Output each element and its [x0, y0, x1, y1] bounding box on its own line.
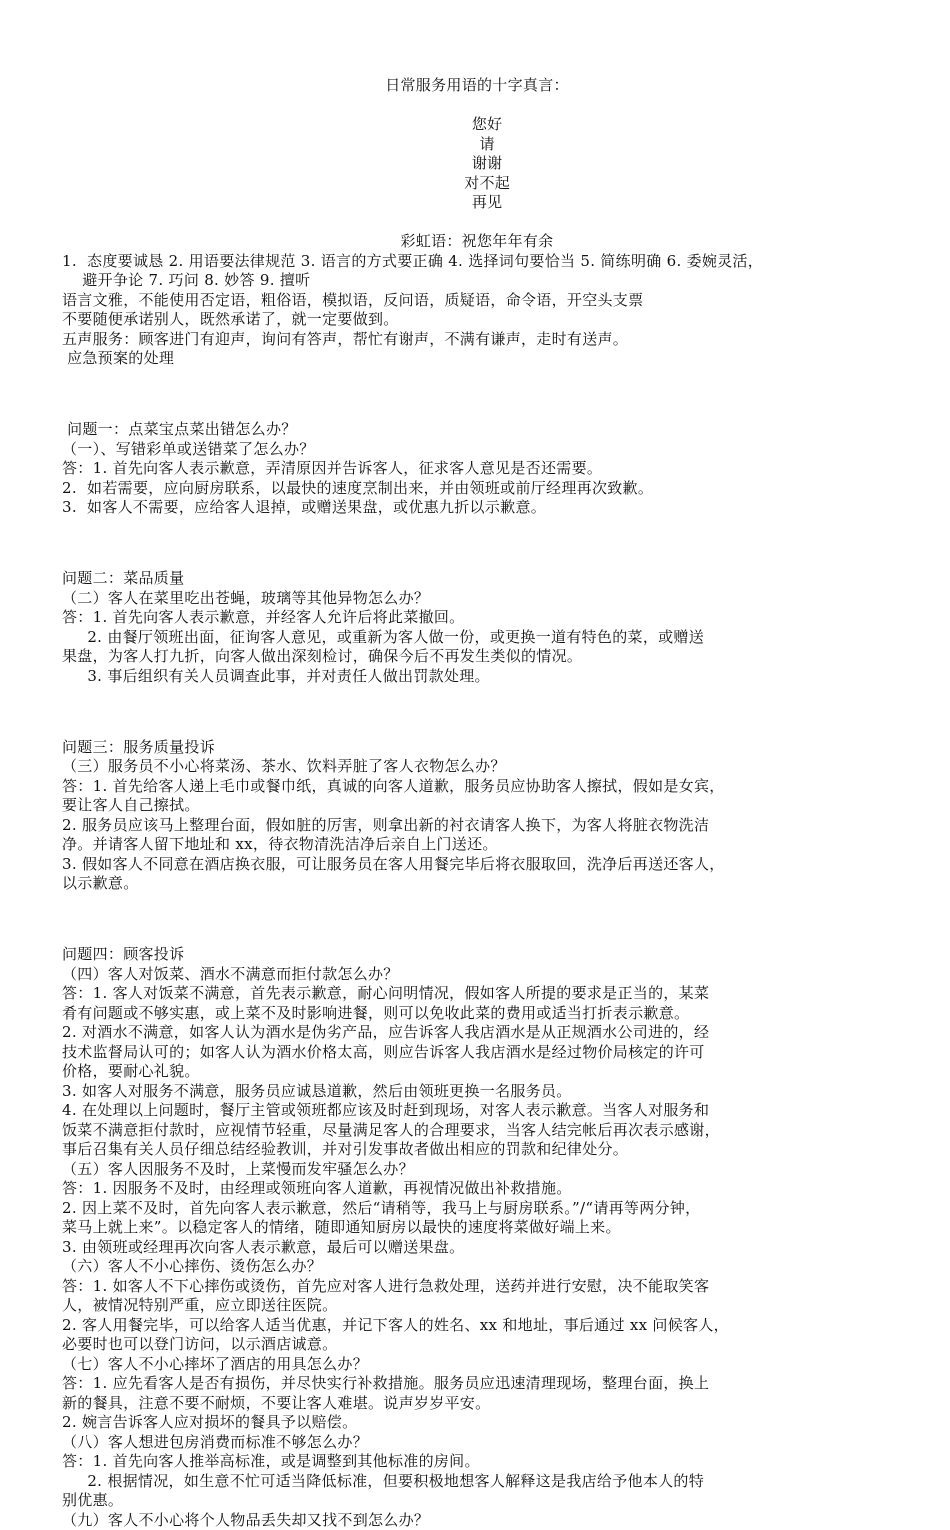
text-line: （六）客人不小心摔伤、烫伤怎么办？: [62, 1257, 892, 1277]
text-line: 问题一：点菜宝点菜出错怎么办？: [62, 420, 892, 440]
text-line: 饭菜不满意拒付款时，应视情节轻重，尽量满足客人的合理要求，当客人结完帐后再次表示感谢，: [62, 1121, 892, 1141]
text-line: 答：1. 首先向客人表示歉意，并经客人允许后将此菜撤回。: [62, 608, 892, 628]
text-line: 答：1. 应先看客人是否有损伤，并尽快实行补救措施。服务员应迅速清理现场，整理台面，换上: [62, 1374, 892, 1394]
text-line: 4. 在处理以上问题时，餐厅主管或领班都应该及时赶到现场，对客人表示歉意。当客人对服务和: [62, 1101, 892, 1121]
text-line: （七）客人不小心摔坏了酒店的用具怎么办？: [62, 1355, 892, 1375]
text-line: 避开争论 7. 巧问 8. 妙答 9. 擅听: [62, 271, 892, 291]
text-line: 3. 如客人不需要，应给客人退掉，或赠送果盘，或优惠九折以示歉意。: [62, 498, 892, 518]
text-line: 3. 事后组织有关人员调查此事，并对责任人做出罚款处理。: [62, 667, 892, 687]
text-line: 肴有问题或不够实惠，或上菜不及时影响进餐，则可以免收此菜的费用或适当打折表示歉意。: [62, 1004, 892, 1024]
text-line: （八）客人想进包房消费而标准不够怎么办？: [62, 1433, 892, 1453]
rainbow-phrase: 彩虹语：祝您年年有余: [62, 232, 892, 252]
text-line: 2. 服务员应该马上整理台面，假如脏的厉害，则拿出新的衬衣请客人换下，为客人将脏衣物洗洁: [62, 816, 892, 836]
text-line: 2. 由餐厅领班出面，征询客人意见，或重新为客人做一份，或更换一道有特色的菜，或赠送: [62, 628, 892, 648]
text-line: 2. 客人用餐完毕，可以给客人适当优惠，并记下客人的姓名、xx 和地址，事后通过 xx 问候客人，: [62, 1316, 892, 1336]
text-line: （九）客人不小心将个人物品丢失却又找不到怎么办？: [62, 1511, 892, 1530]
service-word: 您好: [472, 115, 503, 135]
text-line: 不要随便承诺别人，既然承诺了，就一定要做到。: [62, 310, 892, 330]
service-word: 请: [479, 135, 494, 155]
text-line: 答：1. 客人对饭菜不满意，首先表示歉意，耐心问明情况，假如客人所提的要求是正当的，某菜: [62, 984, 892, 1004]
text-line: 人，被情况特别严重，应立即送往医院。: [62, 1296, 892, 1316]
service-words: [62, 96, 892, 233]
text-line: 问题三：服务质量投诉: [62, 738, 892, 758]
text-line: 语言文雅，不能使用否定语，粗俗语，模拟语，反问语，质疑语，命令语，开空头支票: [62, 291, 892, 311]
text-line: 必要时也可以登门访问，以示酒店诚意。: [62, 1335, 892, 1355]
blank-line: [62, 534, 892, 554]
text-line: （一）、写错彩单或送错菜了怎么办？: [62, 440, 892, 460]
text-line: 答：1. 首先向客人推举高标准，或是调整到其他标准的房间。: [62, 1452, 892, 1472]
text-line: 2. 如若需要，应向厨房联系，以最快的速度烹制出来，并由领班或前厅经理再次致歉。: [62, 479, 892, 499]
service-word: 再见: [472, 193, 503, 213]
text-line: 3. 假如客人不同意在酒店换衣服，可让服务员在客人用餐完毕后将衣服取回，洗净后再送还客人，: [62, 855, 892, 875]
blank-line: [62, 910, 892, 930]
text-line: 别优惠。: [62, 1491, 892, 1511]
service-word: 对不起: [464, 174, 510, 194]
text-line: 要让客人自己擦拭。: [62, 796, 892, 816]
text-line: 问题二：菜品质量: [62, 569, 892, 589]
text-line: 3. 由领班或经理再次向客人表示歉意，最后可以赠送果盘。: [62, 1238, 892, 1258]
blank-line: [62, 702, 892, 722]
text-line: 3. 如客人对服务不满意，服务员应诚恳道歉，然后由领班更换一名服务员。: [62, 1082, 892, 1102]
text-line: 果盘，为客人打九折，向客人做出深刻检讨，确保今后不再发生类似的情况。: [62, 647, 892, 667]
text-line: 2. 根据情况，如生意不忙可适当降低标准，但要积极地想客人解释这是我店给予他本人的特: [62, 1472, 892, 1492]
text-line: 答：1. 首先给客人递上毛巾或餐巾纸，真诚的向客人道歉，服务员应协助客人擦拭，假如是女宾，: [62, 777, 892, 797]
text-line: 价格，要耐心礼貌。: [62, 1062, 892, 1082]
text-line: 2. 婉言告诉客人应对损坏的餐具予以赔偿。: [62, 1413, 892, 1433]
text-line: 答：1. 因服务不及时，由经理或领班向客人道歉，再视情况做出补救措施。: [62, 1179, 892, 1199]
text-line: （三）服务员不小心将菜汤、茶水、饮料弄脏了客人衣物怎么办？: [62, 757, 892, 777]
text-line: 菜马上就上来”。以稳定客人的情绪，随即通知厨房以最快的速度将菜做好端上来。: [62, 1218, 892, 1238]
text-line: 以示歉意。: [62, 874, 892, 894]
text-line: 事后召集有关人员仔细总结经验教训，并对引发事故者做出相应的罚款和纪律处分。: [62, 1140, 892, 1160]
text-line: 新的餐具，注意不要不耐烦，不要让客人难堪。说声岁岁平安。: [62, 1394, 892, 1414]
text-line: 五声服务：顾客进门有迎声，询问有答声，帮忙有谢声，不满有谦声，走时有送声。: [62, 330, 892, 350]
text-line: 问题四：顾客投诉: [62, 945, 892, 965]
text-line: 应急预案的处理: [62, 349, 892, 369]
text-line: 答：1. 如客人不下心摔伤或烫伤，首先应对客人进行急救处理，送药并进行安慰，决不能取笑客: [62, 1277, 892, 1297]
document-page: [62, 76, 892, 1530]
document-body: [62, 252, 892, 1530]
blank-line: [62, 385, 892, 405]
text-line: （四）客人对饭菜、酒水不满意而拒付款怎么办？: [62, 965, 892, 985]
text-line: （五）客人因服务不及时，上菜慢而发牢骚怎么办？: [62, 1160, 892, 1180]
text-line: 2. 因上菜不及时，首先向客人表示歉意，然后“请稍等，我马上与厨房联系。”/“请再等两分钟，: [62, 1199, 892, 1219]
text-line: 技术监督局认可的；如客人认为酒水价格太高，则应告诉客人我店酒水是经过物价局核定的许可: [62, 1043, 892, 1063]
text-line: 答：1. 首先向客人表示歉意，弄清原因并告诉客人，征求客人意见是否还需要。: [62, 459, 892, 479]
text-line: 净。并请客人留下地址和 xx，待衣物清洗洁净后亲自上门送还。: [62, 835, 892, 855]
text-line: 1. 态度要诚恳 2. 用语要法律规范 3. 语言的方式要正确 4. 选择词句要恰当 5. 简练明确 6. 委婉灵活，: [62, 252, 892, 272]
document-title: 日常服务用语的十字真言：: [62, 76, 892, 96]
text-line: 2. 对酒水不满意，如客人认为酒水是伪劣产品，应告诉客人我店酒水是从正规酒水公司进的，经: [62, 1023, 892, 1043]
service-word: 谢谢: [472, 154, 503, 174]
text-line: （二）客人在菜里吃出苍蝇，玻璃等其他异物怎么办？: [62, 589, 892, 609]
